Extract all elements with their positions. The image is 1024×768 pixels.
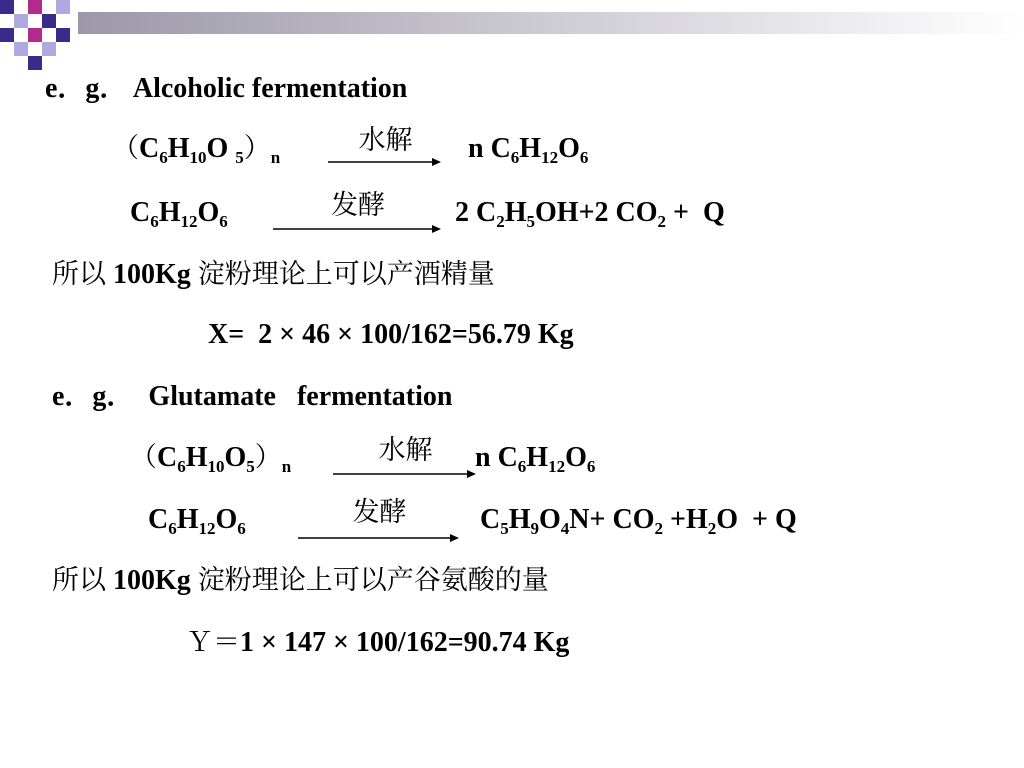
example2-hydrolysis-arrow-label: 水解 xyxy=(378,435,433,466)
example2-calculation: Ｙ＝1 × 147 × 100/162=90.74 Kg xyxy=(186,627,570,658)
example2-fermentation-arrow xyxy=(298,497,461,544)
header-gradient-bar xyxy=(78,12,1024,34)
example2-title: e．g． Glutamate fermentation xyxy=(52,381,453,412)
example1-fermentation-reactant: $C_6H_{12}O_6$ xyxy=(130,197,228,231)
example1-fermentation-products: 2 $C_2H_5OH+2$ $CO_2 + Q$ xyxy=(455,197,725,231)
example2-fermentation-arrow-label: 发酵 xyxy=(352,497,407,528)
header-checker-squares xyxy=(0,0,70,70)
example2-conclusion: 所以 100Kg 淀粉理论上可以产谷氨酸的量 xyxy=(52,565,549,596)
example1-title: e．g． Alcoholic fermentation xyxy=(45,73,408,104)
example1-hydrolysis-arrow xyxy=(328,125,443,170)
example1-hydrolysis-product: n $C_6H_{12}O_6$ xyxy=(468,133,589,167)
example1-hydrolysis-reactant: （$C_6H_{10}O$ $_5)_n$ xyxy=(112,133,281,167)
example1-fermentation-arrow-label: 发酵 xyxy=(331,190,385,221)
header-decoration xyxy=(0,0,1024,70)
example2-hydrolysis-reactant: $(C_6H_{10}O_5)_n$ xyxy=(130,442,292,476)
example2-fermentation-products: $C_5H_9O_4N+ CO_2 +H_2O + Q$ xyxy=(480,504,797,538)
example1-calculation: X= 2 × 46 × 100/162=56.79 Kg xyxy=(208,319,574,350)
example2-hydrolysis-arrow xyxy=(333,435,478,480)
example1-conclusion: 所以 100Kg 淀粉理论上可以产酒精量 xyxy=(52,259,495,290)
example2-hydrolysis-product: n $C_6H_{12}O_6$ xyxy=(475,442,596,476)
example1-hydrolysis-arrow-label: 水解 xyxy=(358,125,413,156)
example1-fermentation-arrow xyxy=(273,190,443,235)
example2-fermentation-reactant: $C_6H_{12}O_6$ xyxy=(148,504,246,538)
